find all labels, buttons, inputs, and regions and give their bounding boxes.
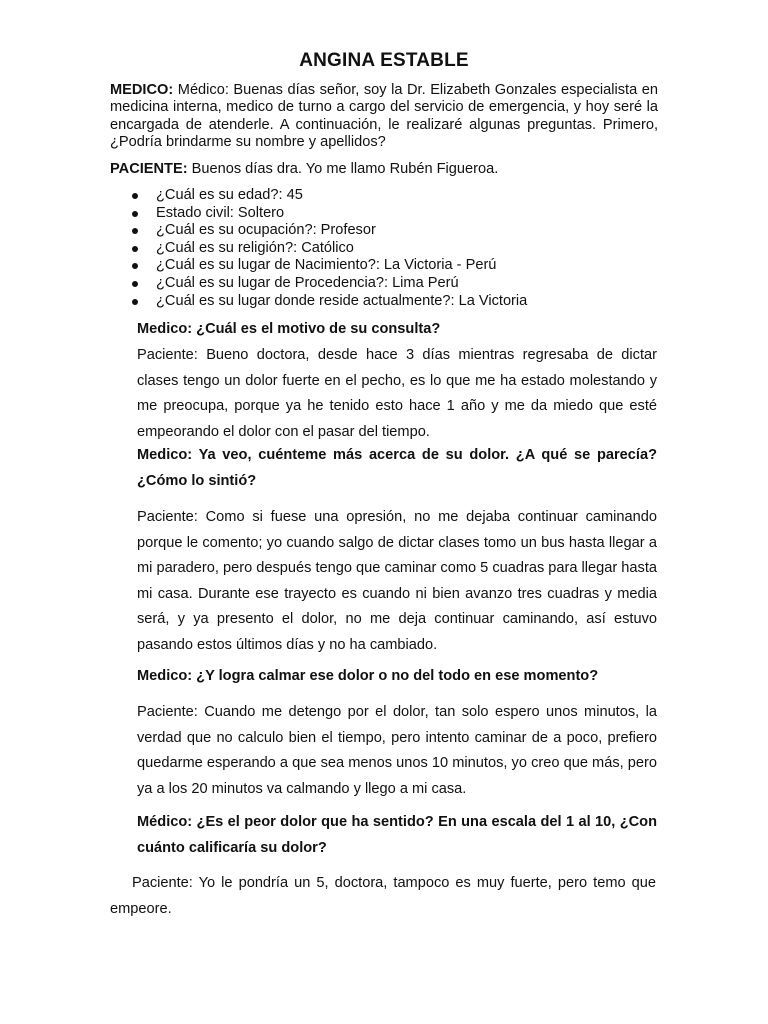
doctor-question-4: Médico: ¿Es el peor dolor que ha sentido? En una escala del 1 al 10, ¿Con cuánto calificaría su dolor? [137,814,657,856]
patient-answer-4: Paciente: Yo le pondría un 5, doctora, tampoco es muy fuerte, pero temo que empeore. [110,875,656,917]
doctor-intro-text: Médico: Buenas días señor, soy la Dr. Elizabeth Gonzales especialista en medicina interna, medico de turno a cargo del servicio de emergencia, y hoy seré la encargada de atenderle. A continuación, le realizaré algunas preguntas. Primero, ¿Podría brindarme su nombre y apellidos? [110,82,658,150]
patient-answer-2: Paciente: Como si fuese una opresión, no me dejaba continuar caminando porque le comento; yo cuando salgo de dictar clases tomo un bus hasta llegar a mi paradero, pero después tengo que caminar como 5 cuadras para llegar hasta mi casa. Durante ese trayecto es cuando ni bien avanzo tres cuadras y media será, y ya presento el dolor, no me deja continuar caminando, así estuvo pasando estos últimos días y no ha cambiado. [137,509,658,653]
document-title: ANGINA ESTABLE [299,50,469,71]
fact-birthplace: ¿Cuál es su lugar de Nacimiento?: La Victoria - Perú [110,257,658,275]
doctor-question-3: Medico: ¿Y logra calmar ese dolor o no del todo en ese momento? [137,668,599,684]
patient-answer-3: Paciente: Cuando me detengo por el dolor, tan solo espero unos minutos, la verdad que no calculo bien el tiempo, pero intento caminar de a poco, prefiero quedarme esperando a que sea menos unos 10 minutos, yo creo que más, pero ya a los 20 minutos va calmando y llego a mi casa. [137,704,657,797]
doctor-intro-paragraph [110,82,658,151]
fact-origin: ¿Cuál es su lugar de Procedencia?: Lima Perú [110,275,658,293]
patient-facts-list [110,187,658,310]
patient-intro-text: Buenos días dra. Yo me llamo Rubén Figueroa. [187,161,499,177]
patient-answer-1: Paciente: Bueno doctora, desde hace 3 días mientras regresaba de dictar clases tengo un dolor fuerte en el pecho, es lo que me ha estado molestando y me preocupa, porque ya he tenido esto hace 1 año y me da miedo que esté empeorando el dolor con el pasar del tiempo. [137,347,657,440]
patient-intro-paragraph [110,160,658,178]
doctor-question-1: Medico: ¿Cuál es el motivo de su consulta? [137,321,441,337]
fact-residence: ¿Cuál es su lugar donde reside actualmente?: La Victoria [110,293,658,311]
fact-occupation: ¿Cuál es su ocupación?: Profesor [110,222,658,240]
doctor-question-2: Medico: Ya veo, cuénteme más acerca de su dolor. ¿A qué se parecía? ¿Cómo lo sintió? [137,447,657,489]
fact-age: ¿Cuál es su edad?: 45 [110,187,658,205]
fact-marital-status: Estado civil: Soltero [110,205,658,223]
doctor-label: MEDICO: [110,82,174,98]
patient-label: PACIENTE: [110,161,188,177]
fact-religion: ¿Cuál es su religión?: Católico [110,240,658,258]
